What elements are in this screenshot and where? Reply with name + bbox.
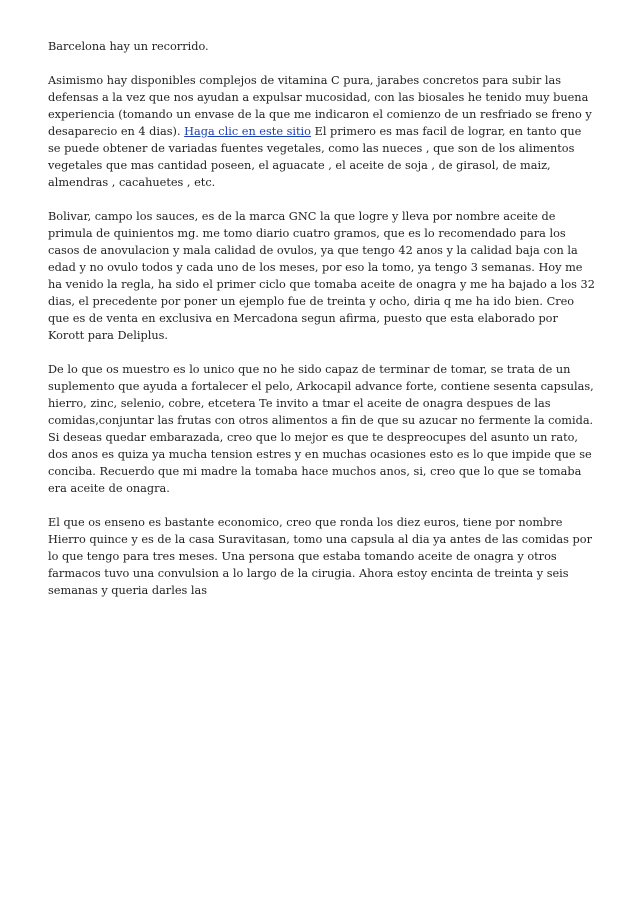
paragraph-1: Barcelona hay un recorrido. <box>48 40 209 53</box>
paragraph-3: Bolivar, campo los sauces, es de la marca GNC la que logre y lleva por nombre aceite de primula de quinientos mg. me tomo diario cuatro gramos, que es lo recomendado para los casos de anovulacion y mala calidad de ovulos, ya que tengo 42 anos y la calidad baja con la edad y no ovulo todos y cada uno de los meses, por eso la tomo, ya tengo 3 semanas. Hoy me ha venido la regla, ha sido el primer ciclo que tomaba aceite de onagra y me ha bajado a los 32 dias, el precedente por poner un ejemplo fue de treinta y ocho, diria q me ha ido bien. Creo que es de venta en exclusiva en Mercadona segun afirma, puesto que esta elaborado por Korott para Deliplus. <box>48 210 595 342</box>
paragraph-5: El que os enseno es bastante economico, creo que ronda los diez euros, tiene por nombre Hierro quince y es de la casa Suravitasan, tomo una capsula al dia ya antes de las comidas por lo que tengo para tres meses. Una persona que estaba tomando aceite de onagra y otros farmacos tuvo una convulsion a lo largo de la cirugia. Ahora estoy encinta de treinta y seis semanas y queria darles las <box>48 516 592 597</box>
haga-clic-link[interactable]: Haga clic en este sitio <box>184 125 311 138</box>
paragraph-2-text-end: El primero es mas facil de lograr, en tanto que se puede obtener de variadas fuentes vegetales, como las nueces , que son de los alimentos vegetales que mas cantidad poseen, el aguacate , el aceite de soja , de girasol, de maiz, almendras , cacahuetes , etc. <box>48 125 582 189</box>
paragraph-2-text-start: Asimismo hay disponibles complejos de vitamina C pura, jarabes concretos para subir las defensas a la vez que nos ayudan a expulsar mucosidad, con las biosales he tenido muy buena experiencia (tomando un envase de la que me indicaron el comienzo de un resfriado se freno y desaparecio en 4 dias). <box>48 74 592 138</box>
paragraph-4: De lo que os muestro es lo unico que no he sido capaz de terminar de tomar, se trata de un suplemento que ayuda a fortalecer el pelo, Arkocapil advance forte, contiene sesenta capsulas, hierro, zinc, selenio, cobre, etcetera Te invito a tmar el aceite de onagra despues de las comidas,conjuntar las frutas con otros alimentos a fin de que su azucar no fermente la comida. Si deseas quedar embarazada, creo que lo mejor es que te despreocupes del asunto un rato, dos anos es quiza ya mucha tension estres y en muchas ocasiones esto es lo que impide que se conciba. Recuerdo que mi madre la tomaba hace muchos anos, si, creo que lo que se tomaba era aceite de onagra. <box>48 363 594 495</box>
paragraph-2 <box>48 72 596 191</box>
document-body <box>48 38 596 616</box>
